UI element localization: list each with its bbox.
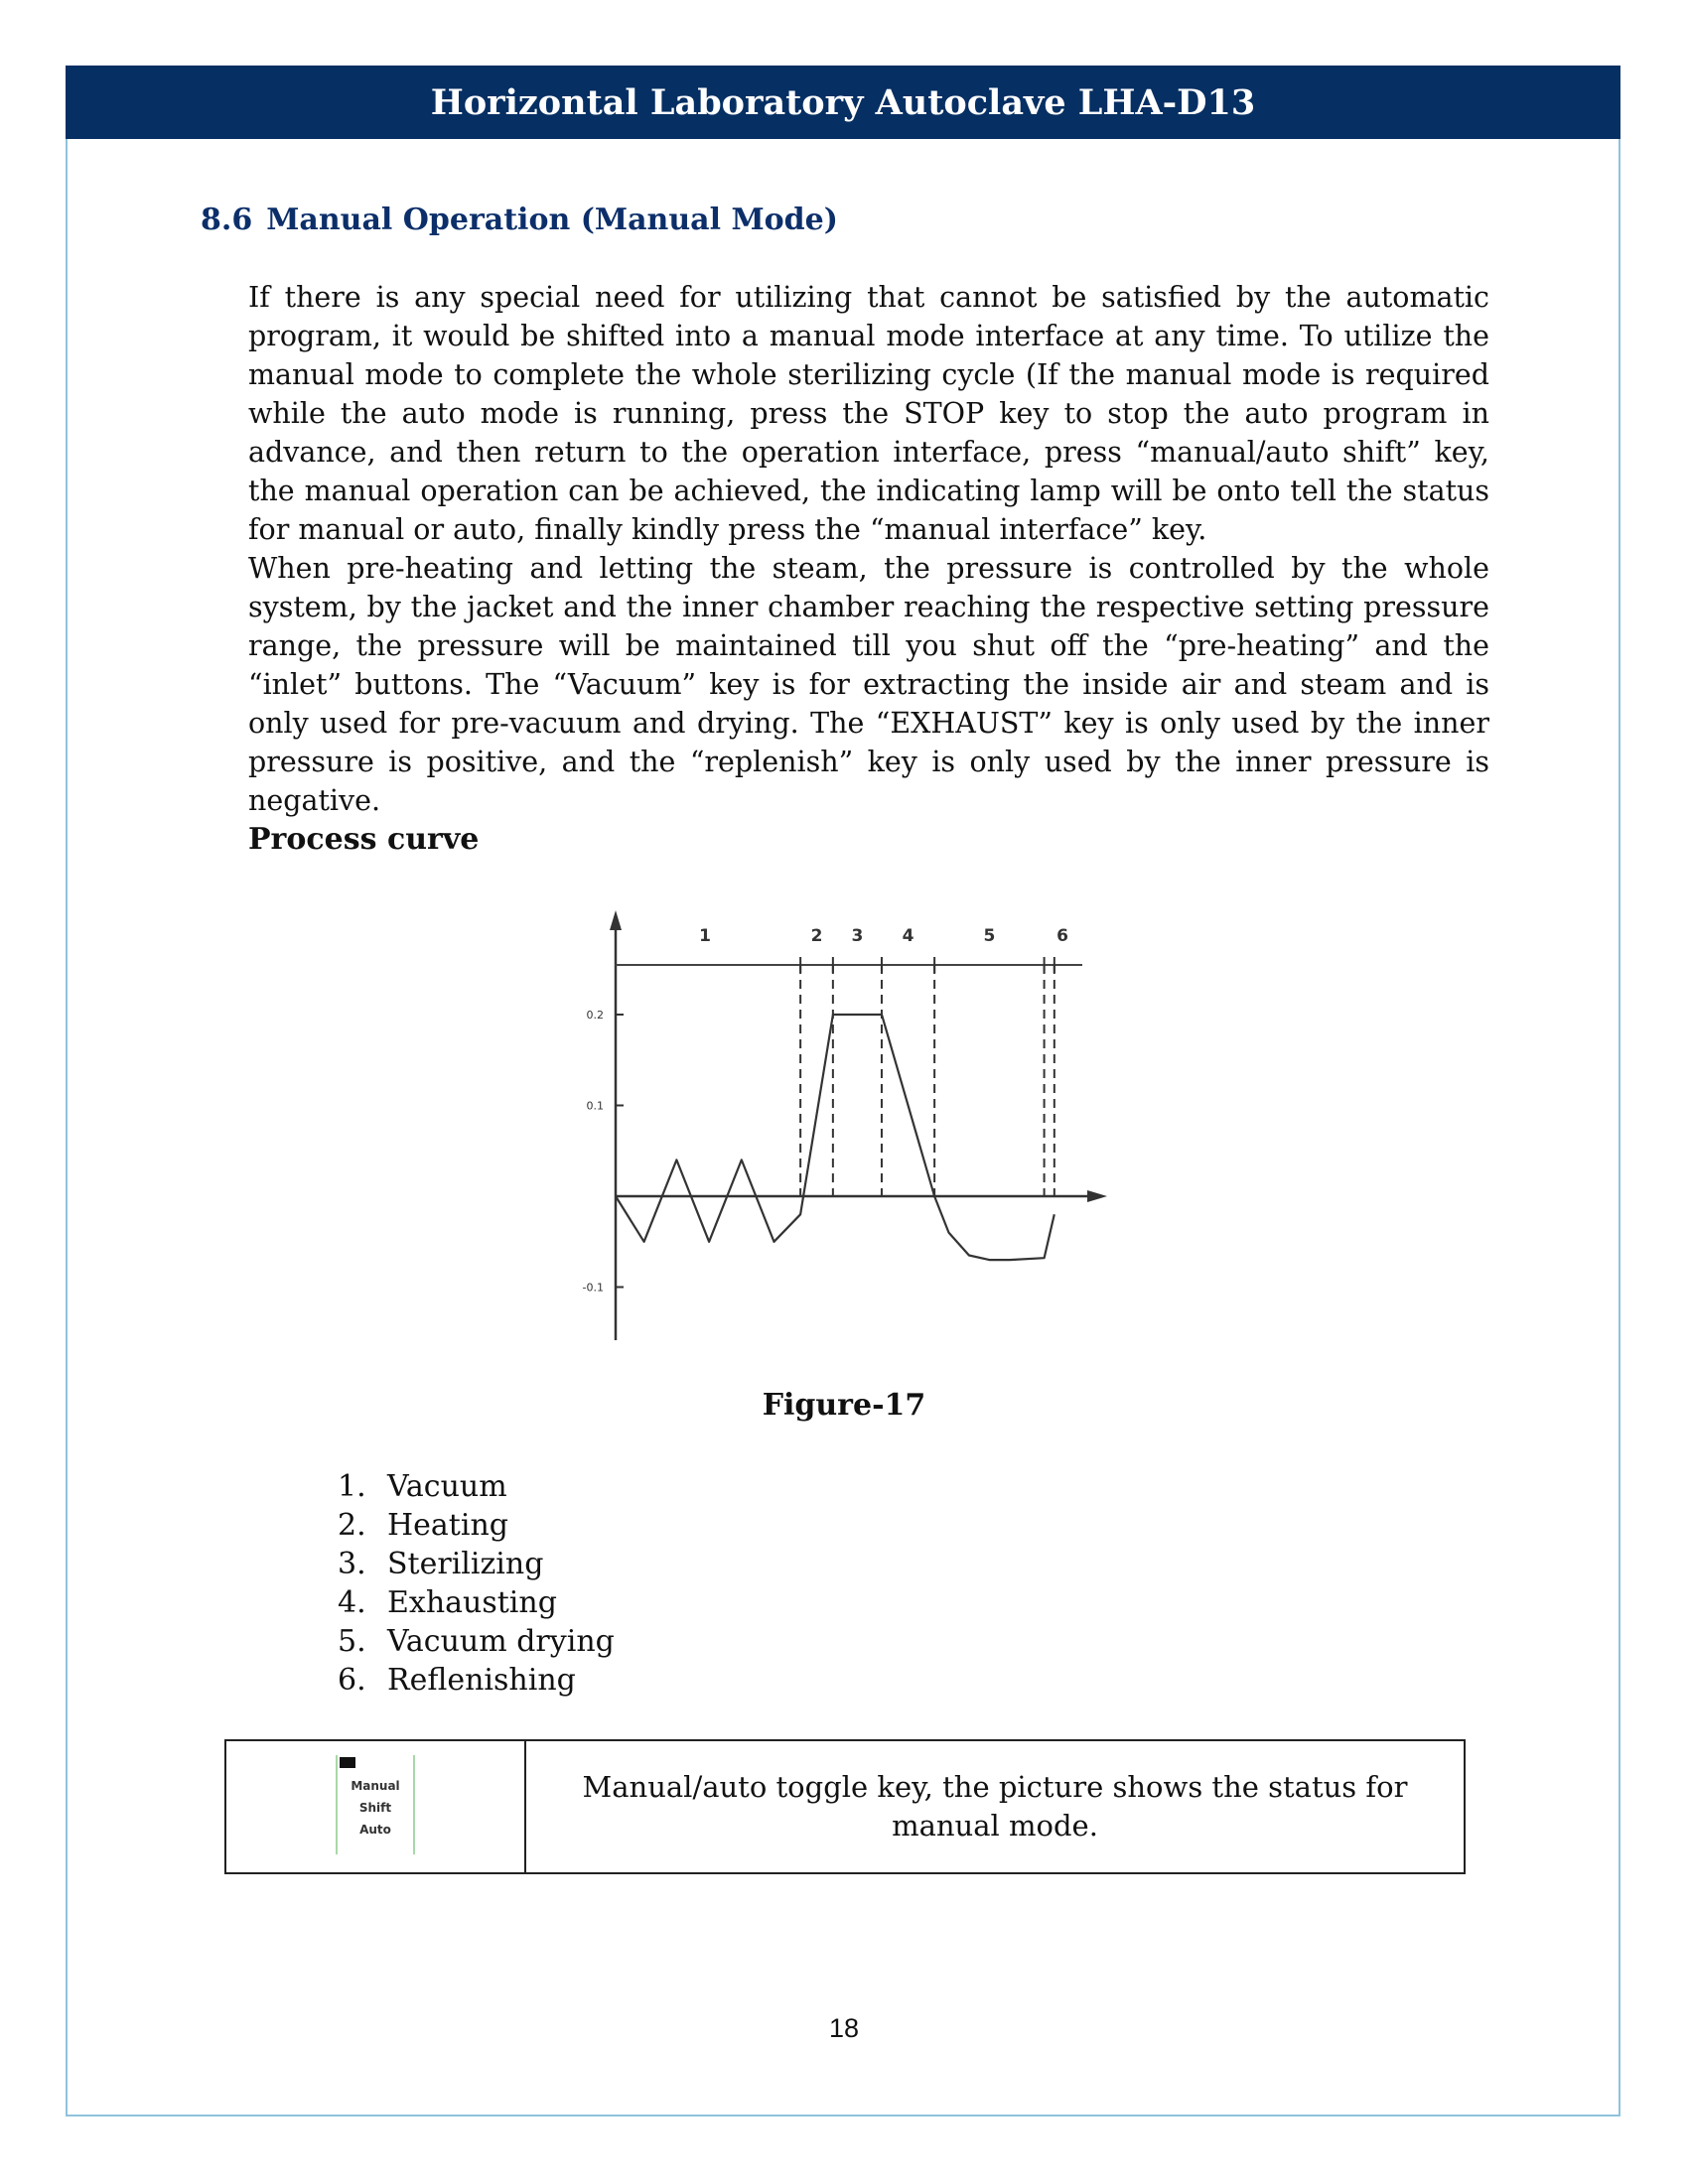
phase-label: 3 <box>851 926 864 946</box>
figure-caption: Figure-17 <box>762 1388 926 1423</box>
x-axis-arrow <box>1087 1190 1107 1202</box>
phase-label: 4 <box>902 926 914 946</box>
paragraph-manual-mode: If there is any special need for utilizing that cannot be satisfied by the automatic program, it would be shifted into a manual mode interface at any time. To utilize the manual mode to complete the whole sterilizing cycle (If the manual mode is required while the auto mode is running, press the STOP key to stop the auto program in advance, and then return to the operation interface, press “manual/auto shift” key, the manual operation can be achieved, the indicating lamp will be onto tell the status for manual or auto, finally kindly press the “manual interface” key. <box>248 281 1489 546</box>
pressure-curve <box>616 1015 1055 1260</box>
page-header <box>66 66 1620 139</box>
step-label: Vacuum <box>387 1469 507 1504</box>
section-number: 8.6 <box>201 203 253 237</box>
step-label: Heating <box>387 1508 508 1543</box>
section-title: Manual Operation (Manual Mode) <box>266 203 838 237</box>
step-number: 1. <box>338 1469 366 1504</box>
y-tick-label: 0.1 <box>586 1099 604 1113</box>
process-curve-heading: Process curve <box>248 822 480 857</box>
key-icon-text: Auto <box>359 1823 391 1837</box>
step-number: 6. <box>338 1663 366 1698</box>
y-tick-label: 0.2 <box>586 1009 604 1022</box>
phase-label: 6 <box>1056 926 1068 946</box>
key-icon-text: Shift <box>358 1801 392 1815</box>
step-label: Reflenishing <box>387 1663 576 1698</box>
paragraph-pressure-control: When pre-heating and letting the steam, the pressure is controlled by the whole system, by the jacket and the inner chamber reaching the respective setting pressure range, the pressure will be maintained till you shut off the “pre-heating” and the “inlet” buttons. The “Vacuum” key is for extracting the inside air and steam and is only used for pre-vacuum and drying. The “EXHAUST” key is only used by the inner pressure is positive, and the “replenish” key is only used by the inner pressure is negative. <box>248 552 1489 817</box>
phase-label: 5 <box>983 926 996 946</box>
indicator-lamp-icon <box>340 1757 355 1768</box>
step-label: Sterilizing <box>387 1547 544 1581</box>
list-item <box>338 1622 615 1661</box>
page-number: 18 <box>828 2013 860 2043</box>
y-axis-arrow <box>610 910 622 930</box>
list-item <box>338 1583 615 1622</box>
phase-label: 1 <box>699 926 711 946</box>
process-step-list <box>338 1467 615 1700</box>
step-number: 5. <box>338 1624 366 1659</box>
list-item <box>338 1661 615 1700</box>
list-item <box>338 1545 615 1583</box>
step-label: Exhausting <box>387 1585 557 1620</box>
step-number: 4. <box>338 1585 366 1620</box>
key-icon-text: Manual <box>351 1779 400 1793</box>
phase-label: 2 <box>810 926 823 946</box>
step-label: Vacuum drying <box>387 1624 615 1659</box>
section-heading <box>201 203 838 237</box>
key-description: Manual/auto toggle key, the picture shows the status for manual mode. <box>525 1740 1465 1873</box>
key-description-table <box>224 1739 1466 1874</box>
y-tick-label: -0.1 <box>582 1281 604 1295</box>
step-number: 3. <box>338 1547 366 1581</box>
manual-shift-auto-key-icon <box>336 1755 415 1854</box>
table-row <box>225 1740 1465 1873</box>
key-icon-cell <box>225 1740 525 1873</box>
list-item <box>338 1506 615 1545</box>
document-title: Horizontal Laboratory Autoclave LHA-D13 <box>430 81 1256 123</box>
list-item <box>338 1467 615 1506</box>
step-number: 2. <box>338 1508 366 1543</box>
process-curve-chart <box>566 898 1122 1345</box>
